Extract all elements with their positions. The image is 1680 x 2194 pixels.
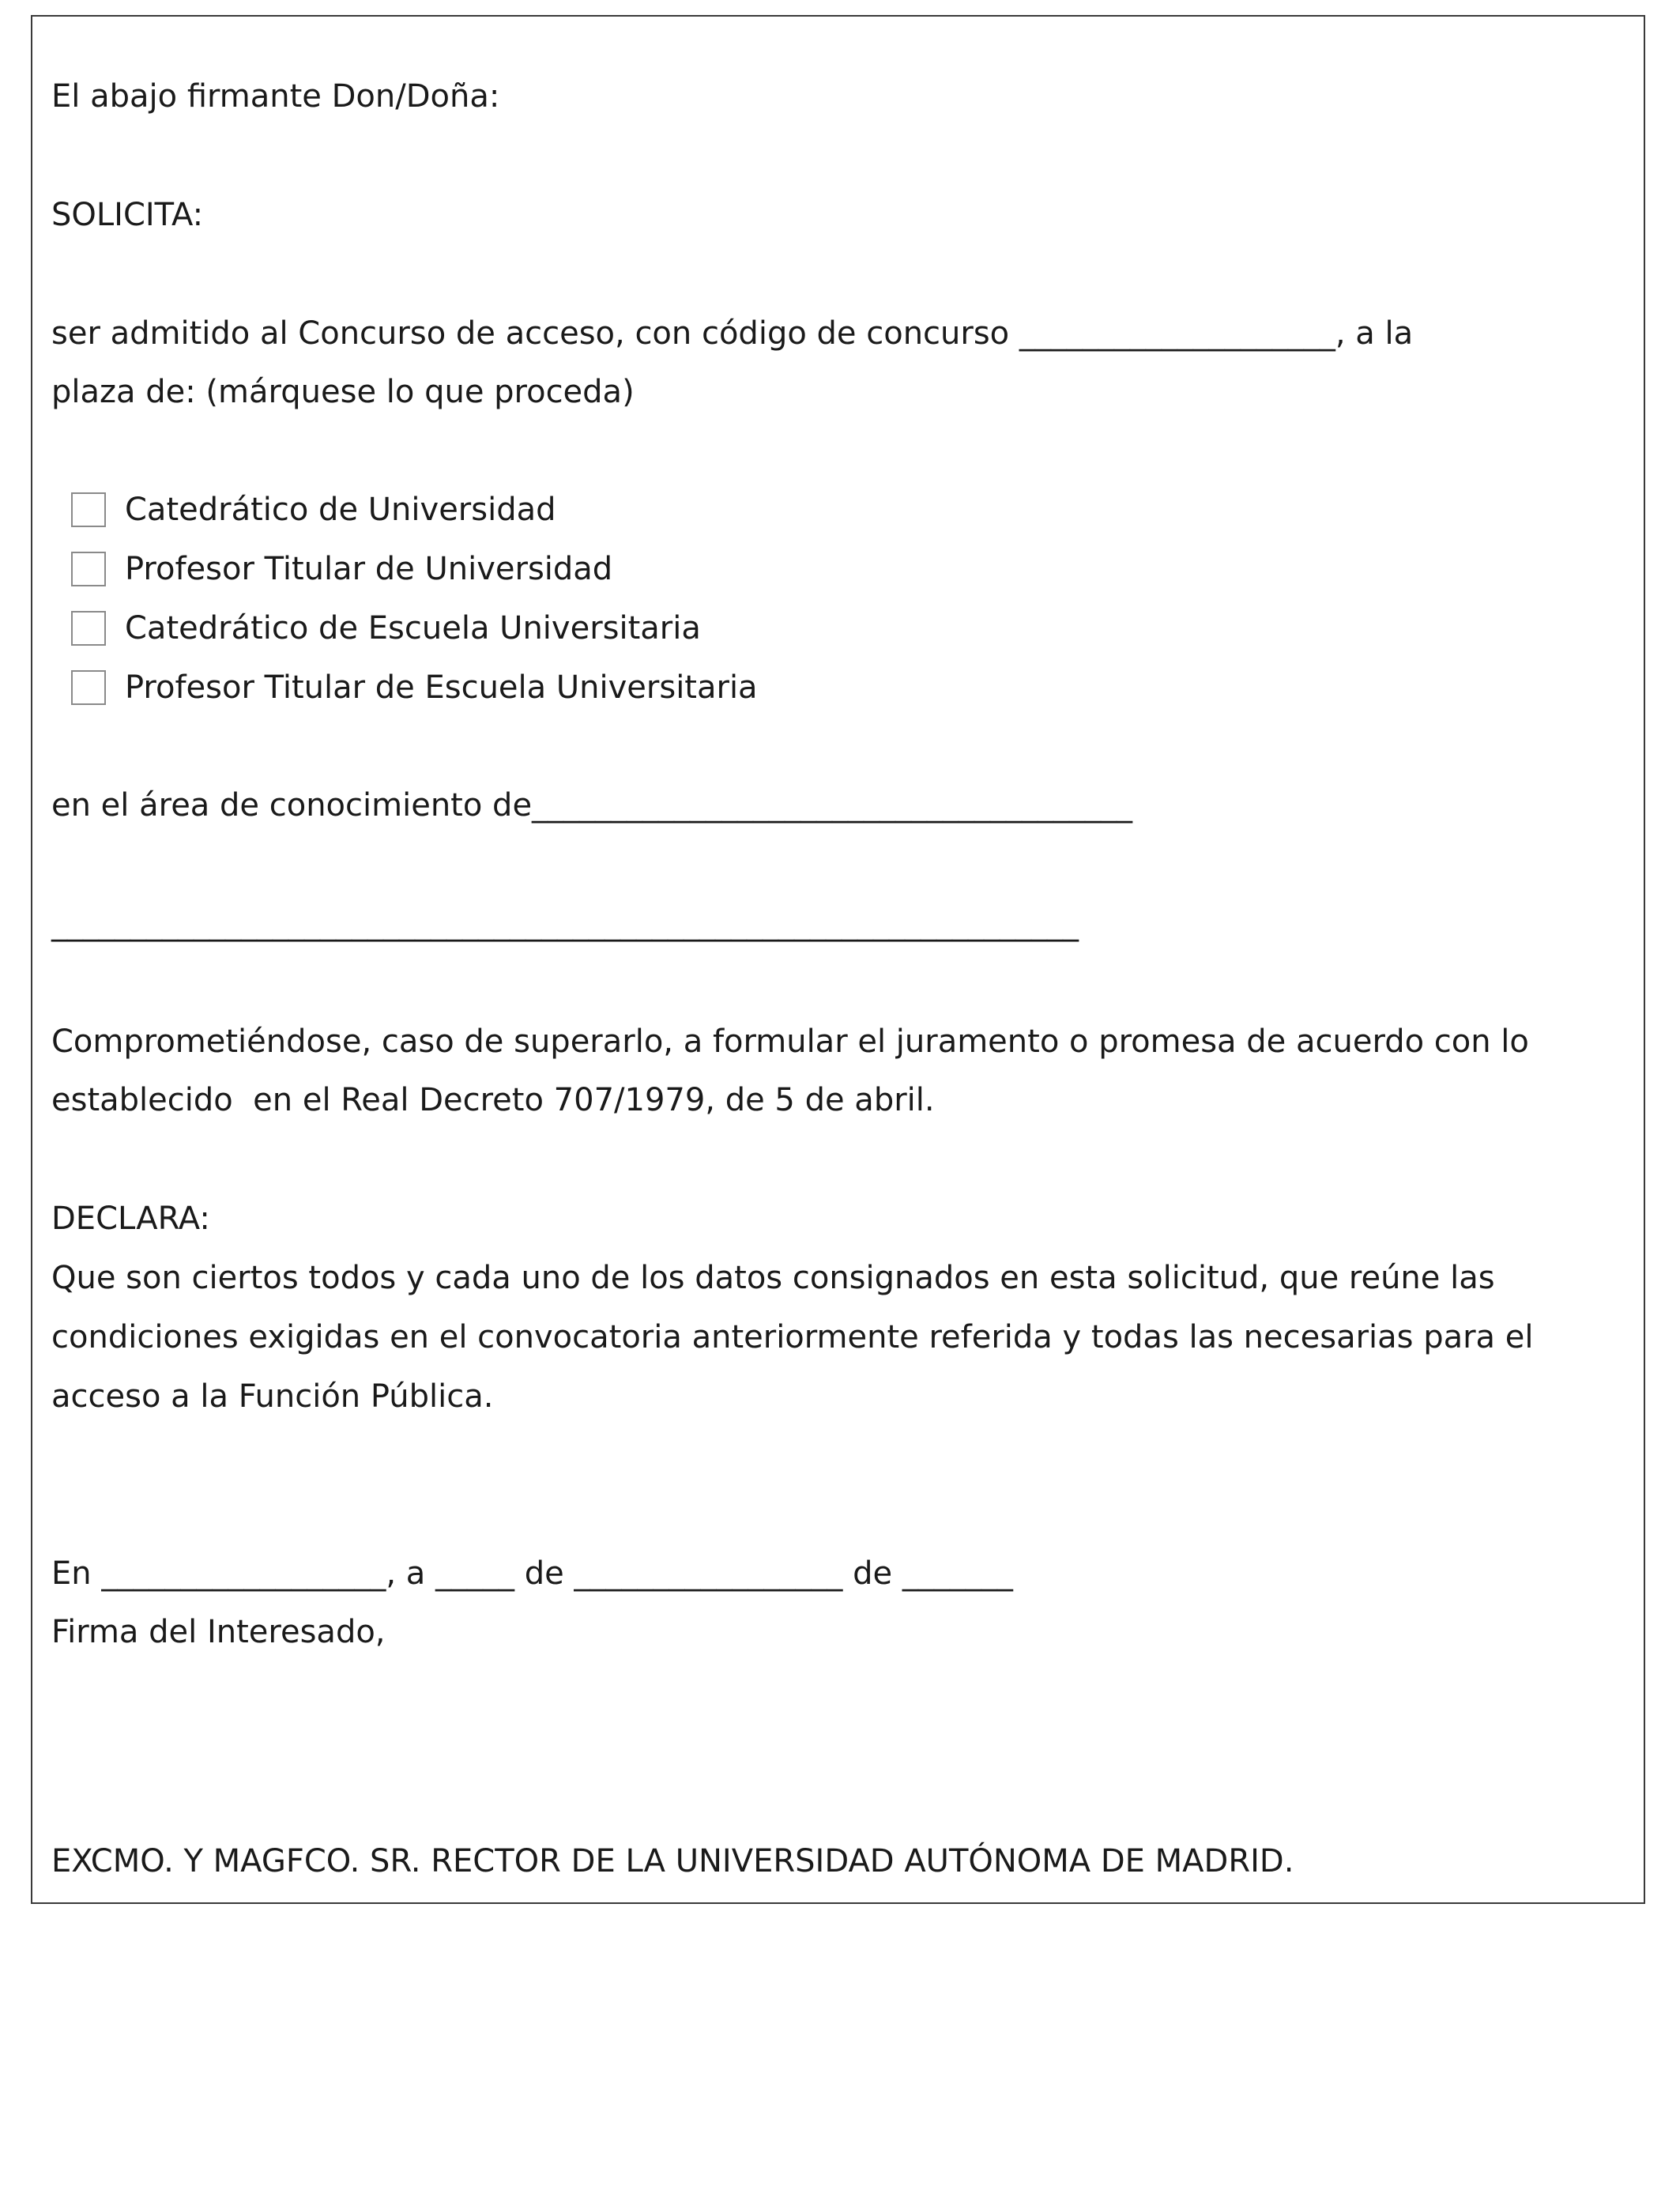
commitment-line-1: Comprometiéndose, caso de superarlo, a formular el juramento o promesa de acuerdo con lo: [51, 1023, 1529, 1060]
option-titular-escuela[interactable]: [71, 669, 758, 707]
option-label: Profesor Titular de Escuela Universitaria: [125, 669, 758, 706]
option-catedratico-universidad[interactable]: [71, 491, 556, 529]
request-line-plaza: plaza de: (márquese lo que proceda): [51, 374, 635, 410]
declara-line-1: Que son ciertos todos y cada uno de los datos consignados en esta solicitud, que reúne las: [51, 1260, 1495, 1296]
area-line[interactable]: en el área de conocimiento de______________________________________: [51, 787, 1133, 824]
checkbox[interactable]: [71, 611, 106, 646]
checkbox[interactable]: [71, 552, 106, 586]
checkbox[interactable]: [71, 492, 106, 527]
option-titular-universidad[interactable]: [71, 550, 612, 588]
option-catedratico-escuela[interactable]: [71, 609, 701, 647]
option-label: Profesor Titular de Universidad: [125, 551, 613, 587]
solicita-heading: SOLICITA:: [51, 197, 204, 233]
declara-line-2: condiciones exigidas en el convocatoria anteriormente referida y todas las necesarias para el: [51, 1319, 1534, 1355]
option-label: Catedrático de Universidad: [125, 492, 556, 528]
commitment-line-2: establecido en el Real Decreto 707/1979, de 5 de abril.: [51, 1082, 935, 1118]
declara-line-3: acceso a la Función Pública.: [51, 1378, 494, 1415]
signature-label: Firma del Interesado,: [51, 1614, 386, 1650]
checkbox[interactable]: [71, 670, 106, 705]
area-continuation-blank[interactable]: _________________________________________________________________: [51, 906, 1079, 942]
place-date-line[interactable]: En __________________, a _____ de _________________ de _______: [51, 1555, 1013, 1592]
addressee-line: EXCMO. Y MAGFCO. SR. RECTOR DE LA UNIVERSIDAD AUTÓNOMA DE MADRID.: [51, 1843, 1294, 1879]
signer-line: El abajo firmante Don/Doña:: [51, 78, 500, 115]
option-label: Catedrático de Escuela Universitaria: [125, 610, 701, 647]
declara-heading: DECLARA:: [51, 1201, 210, 1237]
request-line-code: ser admitido al Concurso de acceso, con código de concurso ____________________, a la: [51, 315, 1414, 352]
